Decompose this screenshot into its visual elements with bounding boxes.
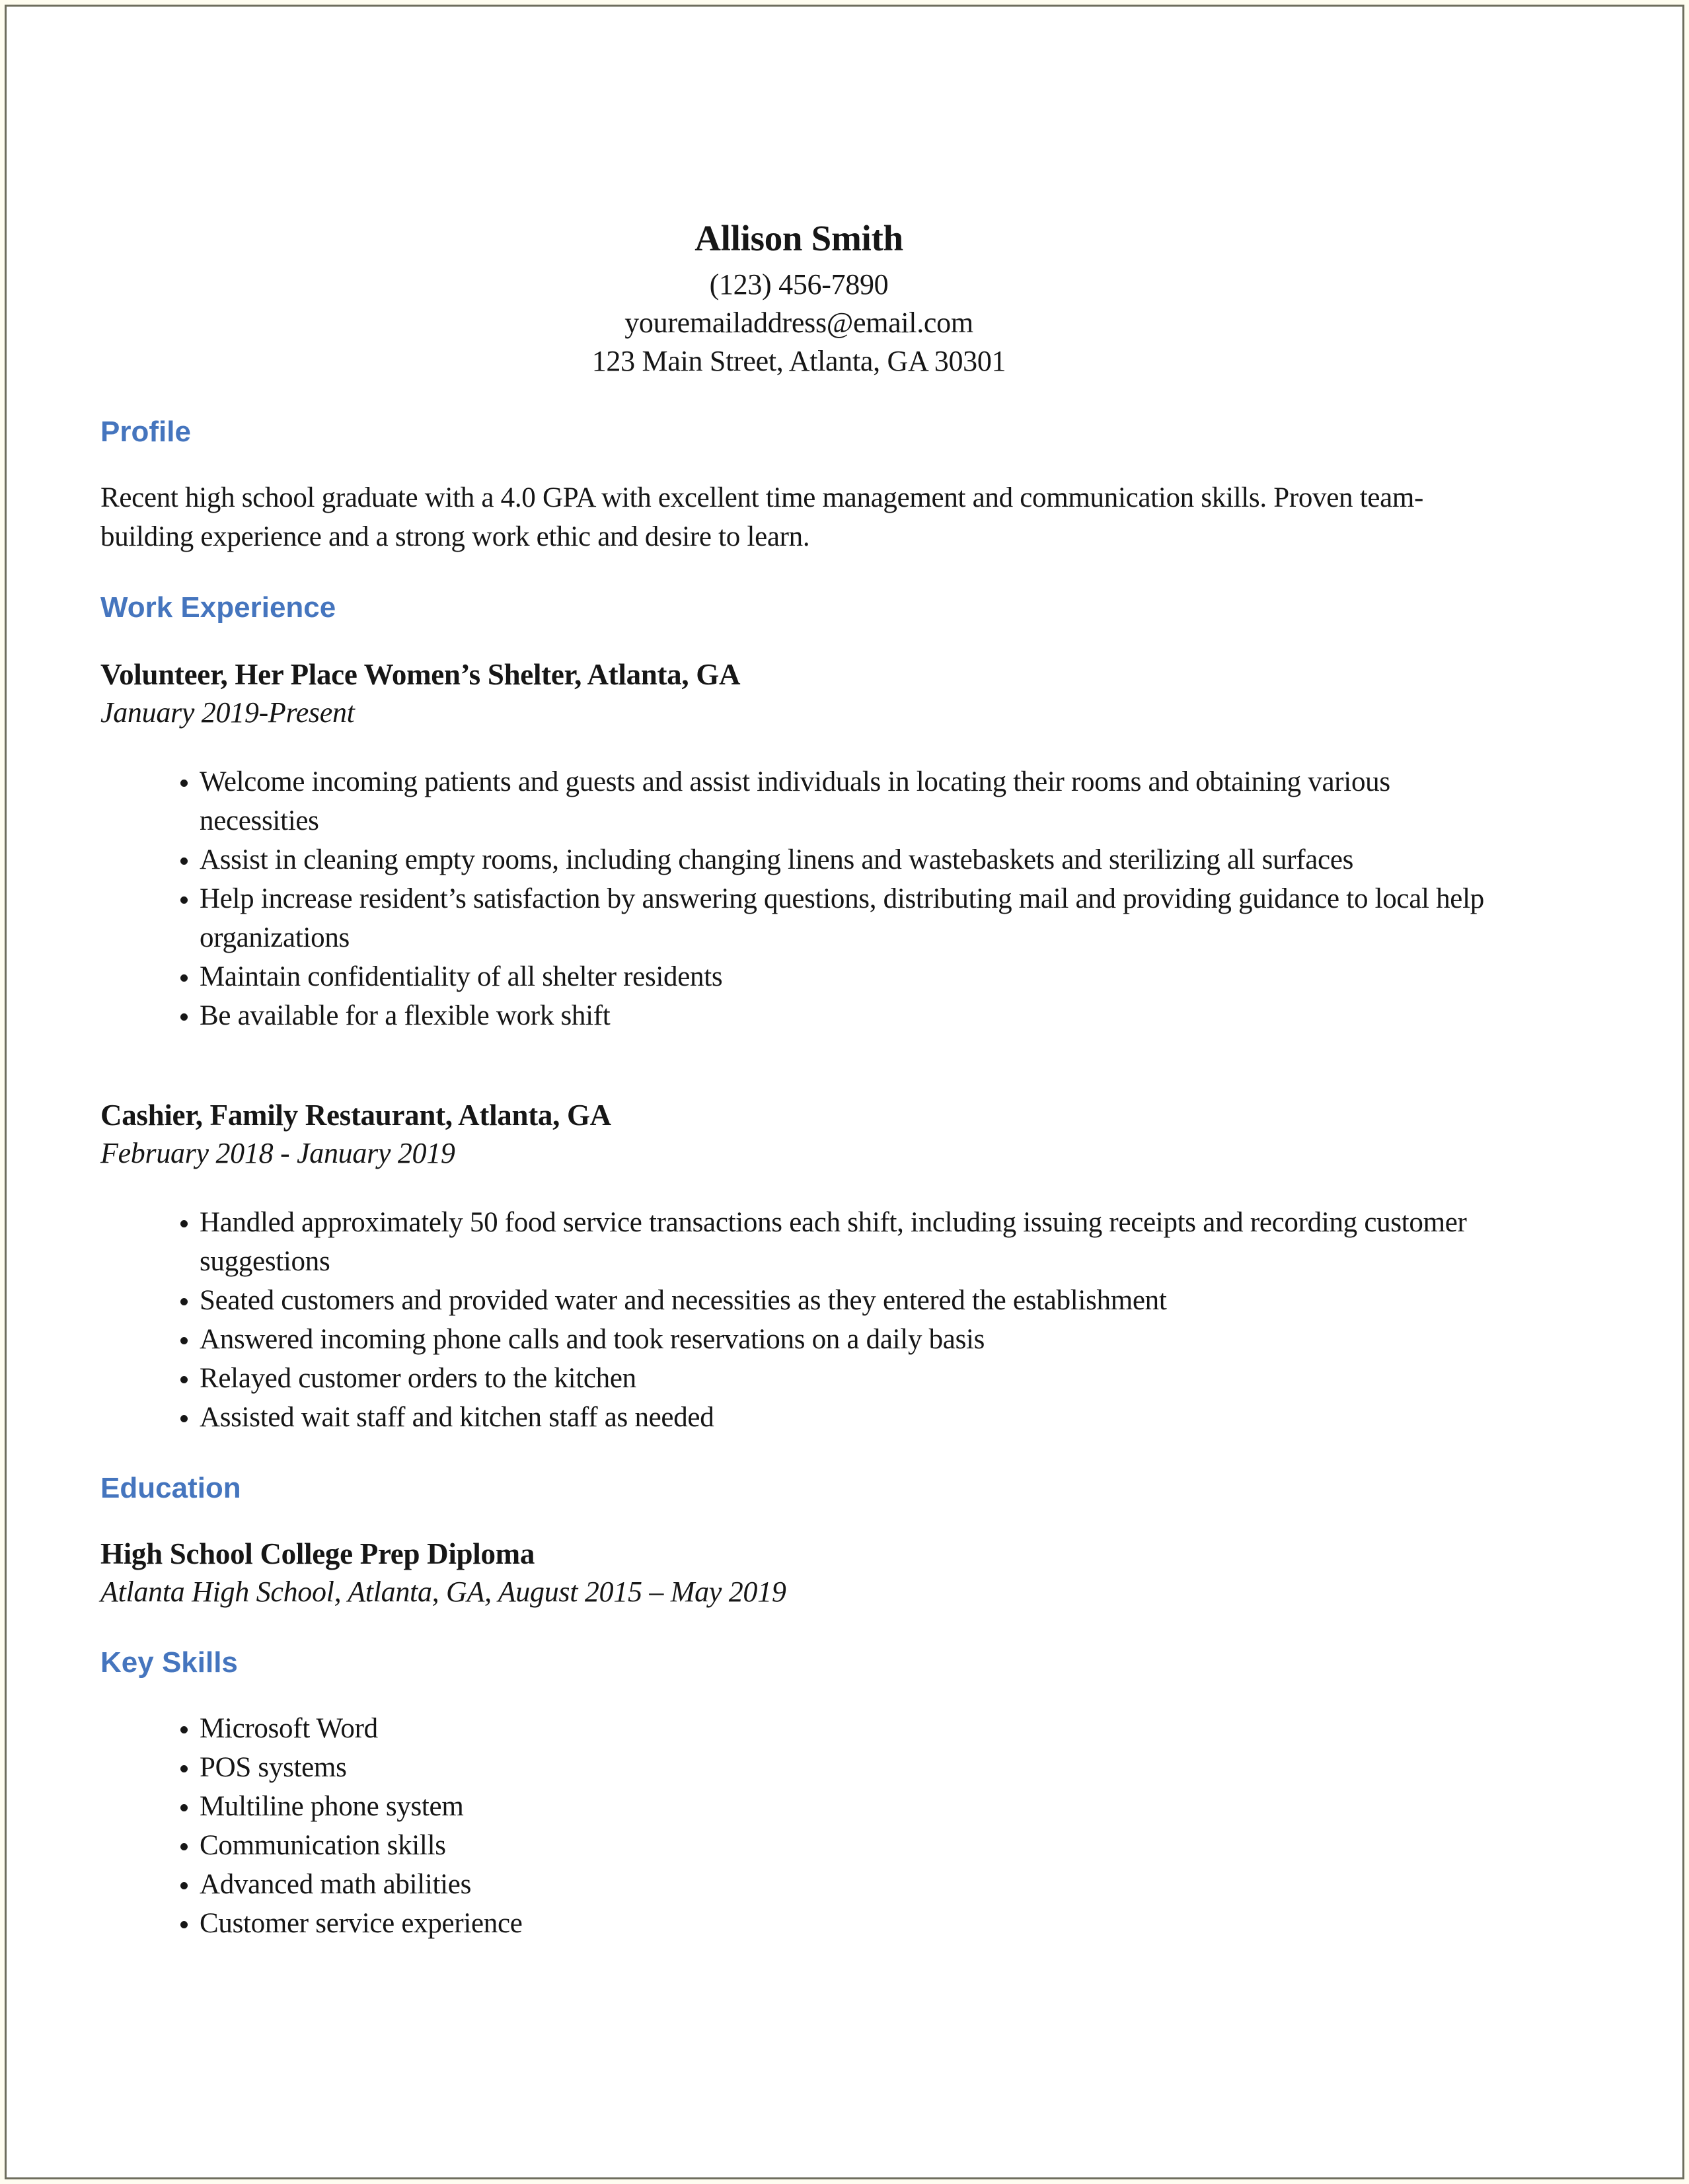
section-profile [100,415,1497,556]
job-dates: January 2019-Present [100,696,355,729]
job-duty-item: • Relayed customer orders to the kitchen [200,1359,1497,1398]
job-dates: February 2018 - January 2019 [100,1137,455,1169]
job-duty-item: • Handled approximately 50 food service transactions each shift, including issuing receipts and recording customer suggestions [200,1203,1497,1281]
job-title: Volunteer, Her Place Women’s Shelter, Atlanta, GA [100,658,741,691]
section-work-experience [100,591,1497,1437]
work-experience-heading: Work Experience [100,591,336,624]
section-key-skills [100,1646,1497,1943]
job-duty-item: • Answered incoming phone calls and took reservations on a daily basis [200,1320,1497,1359]
job-duties-list [100,1203,1497,1437]
job-volunteer [100,655,1497,1035]
job-duty-item: • Seated customers and provided water and necessities as they entered the establishment [200,1281,1497,1320]
education-heading: Education [100,1472,241,1504]
section-education [100,1471,1497,1611]
candidate-name: Allison Smith [694,218,903,258]
profile-summary: Recent high school graduate with a 4.0 GPA with excellent time management and communication skills. Proven team-building experience and a strong work ethic and desire to learn. [100,482,1424,552]
skill-item: • Advanced math abilities [200,1865,1497,1904]
resume-content [100,218,1497,1943]
skill-item: • Communication skills [200,1826,1497,1865]
skill-item: • Multiline phone system [200,1787,1497,1826]
job-duty-item: • Assisted wait staff and kitchen staff as needed [200,1398,1497,1437]
job-duty-item: • Assist in cleaning empty rooms, including changing linens and wastebaskets and sterilizing all surfaces [200,840,1497,879]
profile-heading: Profile [100,416,191,448]
skill-item: • Customer service experience [200,1904,1497,1943]
street-address: 123 Main Street, Atlanta, GA 30301 [591,345,1006,377]
job-cashier [100,1096,1497,1437]
skills-list [100,1709,1497,1943]
job-duty-item: • Welcome incoming patients and guests and assist individuals in locating their rooms and obtaining various necessities [200,762,1497,840]
email-address: youremailaddress@email.com [624,307,973,339]
phone-number: (123) 456-7890 [709,268,889,301]
education-degree: High School College Prep Diploma [100,1537,535,1570]
key-skills-heading: Key Skills [100,1646,238,1679]
skill-item: • POS systems [200,1748,1497,1787]
page-border [5,5,1684,2179]
job-duty-item: • Maintain confidentiality of all shelter residents [200,957,1497,996]
resume-header [100,218,1497,381]
education-school: Atlanta High School, Atlanta, GA, August 2015 – May 2019 [100,1576,786,1608]
job-duty-item: • Be available for a flexible work shift [200,996,1497,1035]
skill-item: • Microsoft Word [200,1709,1497,1748]
job-duty-item: • Help increase resident’s satisfaction by answering questions, distributing mail and providing guidance to local help organizations [200,879,1497,957]
job-duties-list [100,762,1497,1035]
job-title: Cashier, Family Restaurant, Atlanta, GA [100,1099,611,1132]
